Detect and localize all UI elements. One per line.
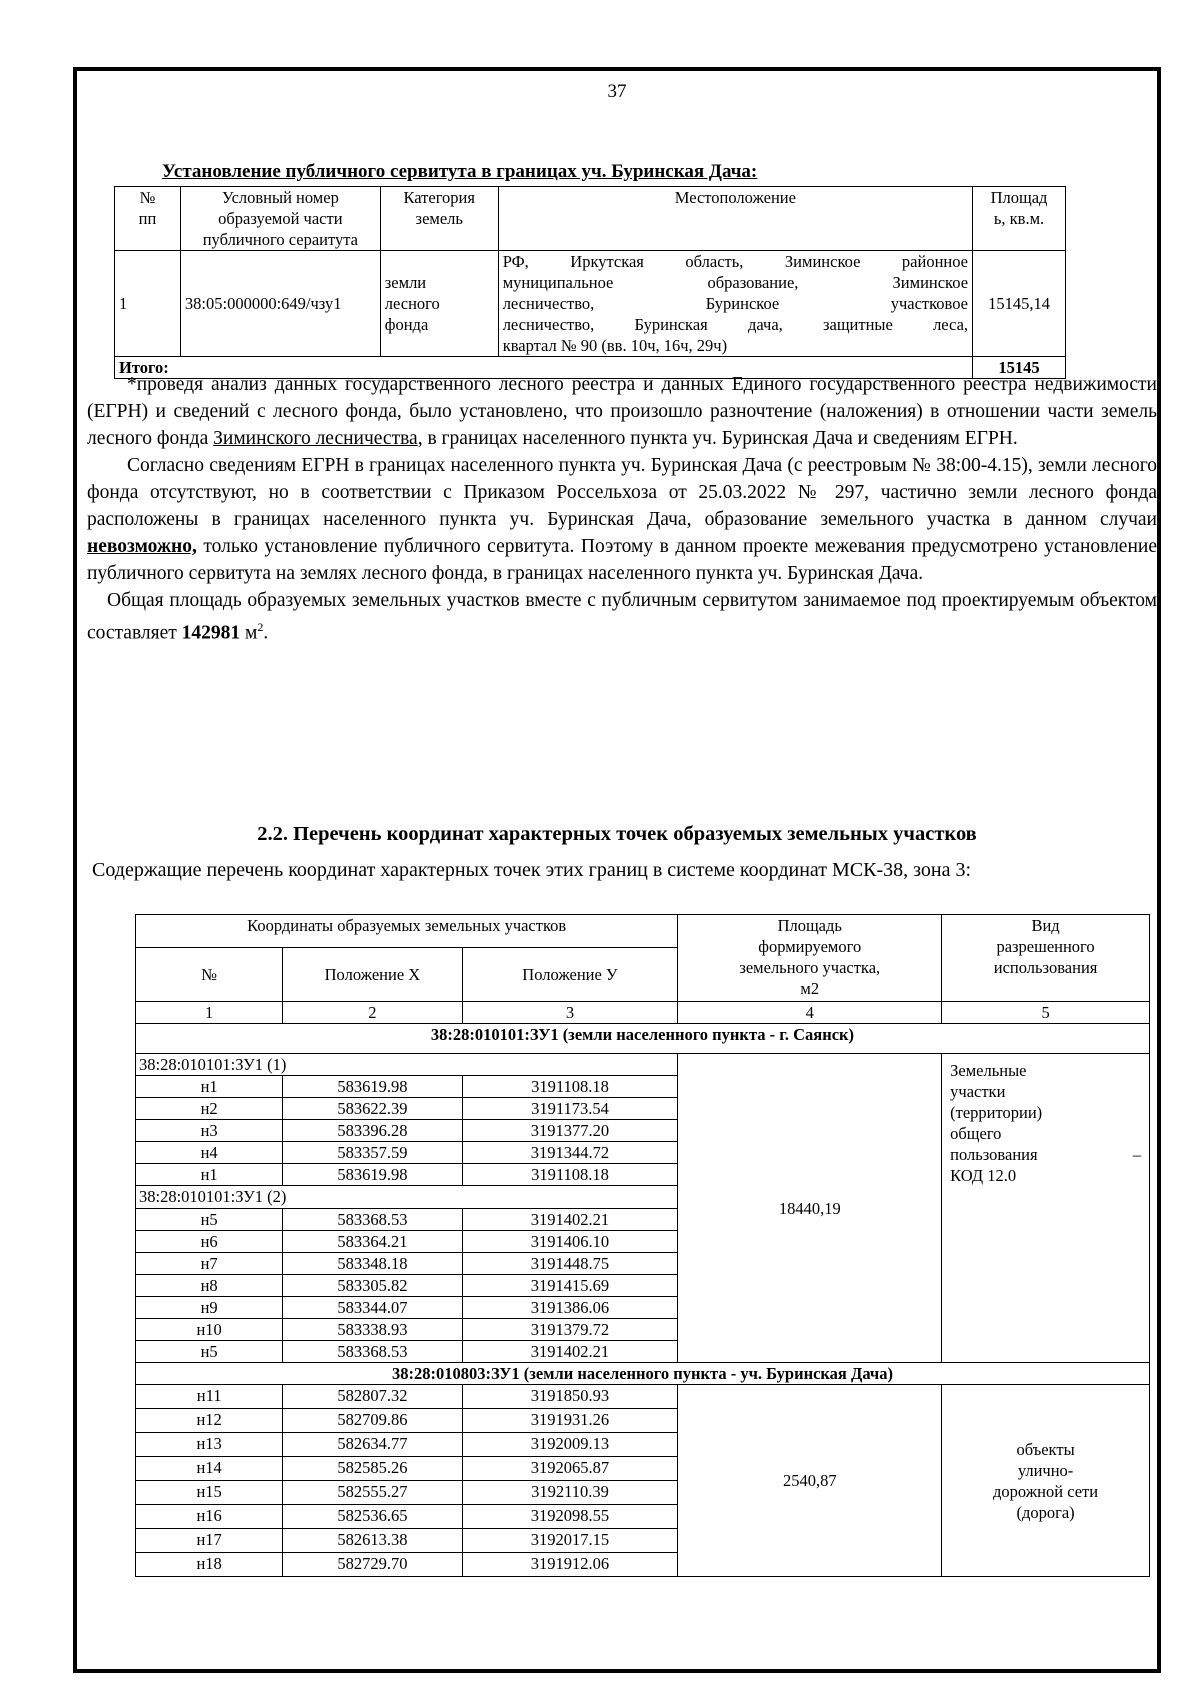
column-numbers-row — [136, 1002, 1150, 1024]
coord-row: н11 582807.32 3191850.93 2540,87 объекты улично- дорожной сети (дорога) — [136, 1385, 1150, 1409]
coordinates-intro: Содержащие перечень координат характерных точек этих границ в системе координат МСК-38, зона 3: — [92, 859, 972, 881]
col-number: 2 — [283, 1002, 462, 1024]
coord-row: н1 583619.98 3191108.18 — [136, 1076, 1150, 1098]
plot1-title: 38:28:010101:ЗУ1 (земли населенного пункта - г. Саянск) — [136, 1024, 1150, 1054]
total-label: Итого: — [115, 357, 973, 379]
coord-row: н5 583368.53 3191402.21 — [136, 1209, 1150, 1231]
coord-row: н12 582709.86 3191931.26 — [136, 1409, 1150, 1433]
coord-row: н17 582613.38 3192017.15 — [136, 1529, 1150, 1553]
header-category: Категория земель — [380, 187, 498, 251]
plot2-area: 2540,87 — [678, 1385, 942, 1577]
plot1-area: 18440,19 — [678, 1054, 942, 1363]
coord-row: н4 583357.59 3191344.72 — [136, 1142, 1150, 1164]
servitude-header-row — [115, 187, 1066, 251]
plot2-permitted-use: объекты улично- дорожной сети (дорога) — [942, 1385, 1150, 1577]
header-coordinates: Координаты образуемых земельных участков — [136, 915, 678, 948]
paragraph-forest-registry: *проведя анализ данных государственного лесного реестра и данных Единого государственного реестра недвижимости (ЕГРН) и сведений с лесного фонда, было установлено, что произошло разночтение (наложения) в отношении части земель лесного фонда Зиминского лесничества, в границах населенного пункта уч. Буринская Дача и сведениям ЕГРН. — [87, 374, 1157, 449]
coord-row: н13 582634.77 3192009.13 — [136, 1433, 1150, 1457]
coord-row: н1 583619.98 3191108.18 — [136, 1164, 1150, 1186]
plot1-sub1-label: 38:28:010101:ЗУ1 (1) — [136, 1054, 678, 1076]
coord-row: н2 583622.39 3191173.54 — [136, 1098, 1150, 1120]
col-number: 4 — [678, 1002, 942, 1024]
plot1-permitted-use: Земельные участки (территории) общего пользования – КОД 12.0 — [942, 1054, 1150, 1363]
servitude-section-title: Установление публичного сервитута в границах уч. Буринская Дача: — [162, 161, 758, 182]
coord-row: н10 583338.93 3191379.72 — [136, 1319, 1150, 1341]
coordinates-heading: 2.2. Перечень координат характерных точек образуемых земельных участков — [257, 823, 977, 845]
plot1-sub1-row — [136, 1054, 1150, 1076]
plot2-title: 38:28:010803:ЗУ1 (земли населенного пункта - уч. Буринская Дача) — [136, 1363, 1150, 1385]
col-number: 3 — [462, 1002, 678, 1024]
row-cadastral: 38:05:000000:649/чзу1 — [180, 251, 380, 357]
coords-header-row-1 — [136, 915, 1150, 948]
header-location: Местоположение — [498, 187, 972, 251]
plot1-title-row — [136, 1024, 1150, 1054]
header-point-num: № — [136, 948, 283, 1002]
header-plot-area: Площадь формируемого земельного участка, м2 — [678, 915, 942, 1002]
coordinates-table — [135, 914, 1150, 1577]
row-location: РФ, Иркутская область, Зиминское районное муниципальное образование, Зиминское лесничество, Буринское участковое лесничество, Буринская дача, защитные леса, квартал № 90 (вв. 10ч, 16ч, 29ч) — [498, 251, 972, 357]
col-number: 5 — [942, 1002, 1150, 1024]
coord-row: н18 582729.70 3191912.06 — [136, 1553, 1150, 1577]
coord-row: н14 582585.26 3192065.87 — [136, 1457, 1150, 1481]
plot2-title-row — [136, 1363, 1150, 1385]
coord-row: н7 583348.18 3191448.75 — [136, 1253, 1150, 1275]
page-number: 37 — [607, 81, 627, 102]
coord-row: н6 583364.21 3191406.10 — [136, 1231, 1150, 1253]
coord-row: н15 582555.27 3192110.39 — [136, 1481, 1150, 1505]
header-cadastral: Условный номер образуемой части публичного сераитута — [180, 187, 380, 251]
servitude-data-row — [115, 251, 1066, 357]
header-permitted-use: Вид разрешенного использования — [942, 915, 1150, 1002]
page-frame — [73, 67, 1161, 1673]
header-num: № пп — [115, 187, 181, 251]
coord-row: н3 583396.28 3191377.20 — [136, 1120, 1150, 1142]
coord-row: н8 583305.82 3191415.69 — [136, 1275, 1150, 1297]
col-number: 1 — [136, 1002, 283, 1024]
total-value: 15145 — [973, 357, 1066, 379]
coord-row: н5 583368.53 3191402.21 — [136, 1341, 1150, 1363]
paragraph-egrn: Согласно сведениям ЕГРН в границах населенного пункта уч. Буринская Дача (с реестровым № 38:00-4.15), земли лесного фонда отсутствуют, но в соответствии с Приказом Россельхоза от 25.03.2022 № 297, частично земли лесного фонда расположены в границах населенного пункта уч. Буринская Дача, образование земельного участка в данном случаи невозможно, только установление публичного сервитута. Поэтому в данном проекте межевания предусмотрено установление публичного сервитута на землях лесного фонда, в границах населенного пункта уч. Буринская Дача. — [87, 455, 1157, 584]
header-x: Положение Х — [283, 948, 462, 1002]
row-category: земли лесного фонда — [380, 251, 498, 357]
header-y: Положение У — [462, 948, 678, 1002]
coord-row: н16 582536.65 3192098.55 — [136, 1505, 1150, 1529]
paragraph-total-area: Общая площадь образуемых земельных участков вместе с публичным сервитутом занимаемое под проектируемым объектом составляет 142981 $м^2$. — [87, 590, 1157, 644]
coord-row: н9 583344.07 3191386.06 — [136, 1297, 1150, 1319]
header-area: Площад ь, кв.м. — [973, 187, 1066, 251]
row-num: 1 — [115, 251, 181, 357]
row-area: 15145,14 — [973, 251, 1066, 357]
servitude-table — [114, 186, 1066, 379]
plot1-sub2-label: 38:28:010101:ЗУ1 (2) — [136, 1186, 678, 1209]
body-text — [87, 371, 1157, 647]
